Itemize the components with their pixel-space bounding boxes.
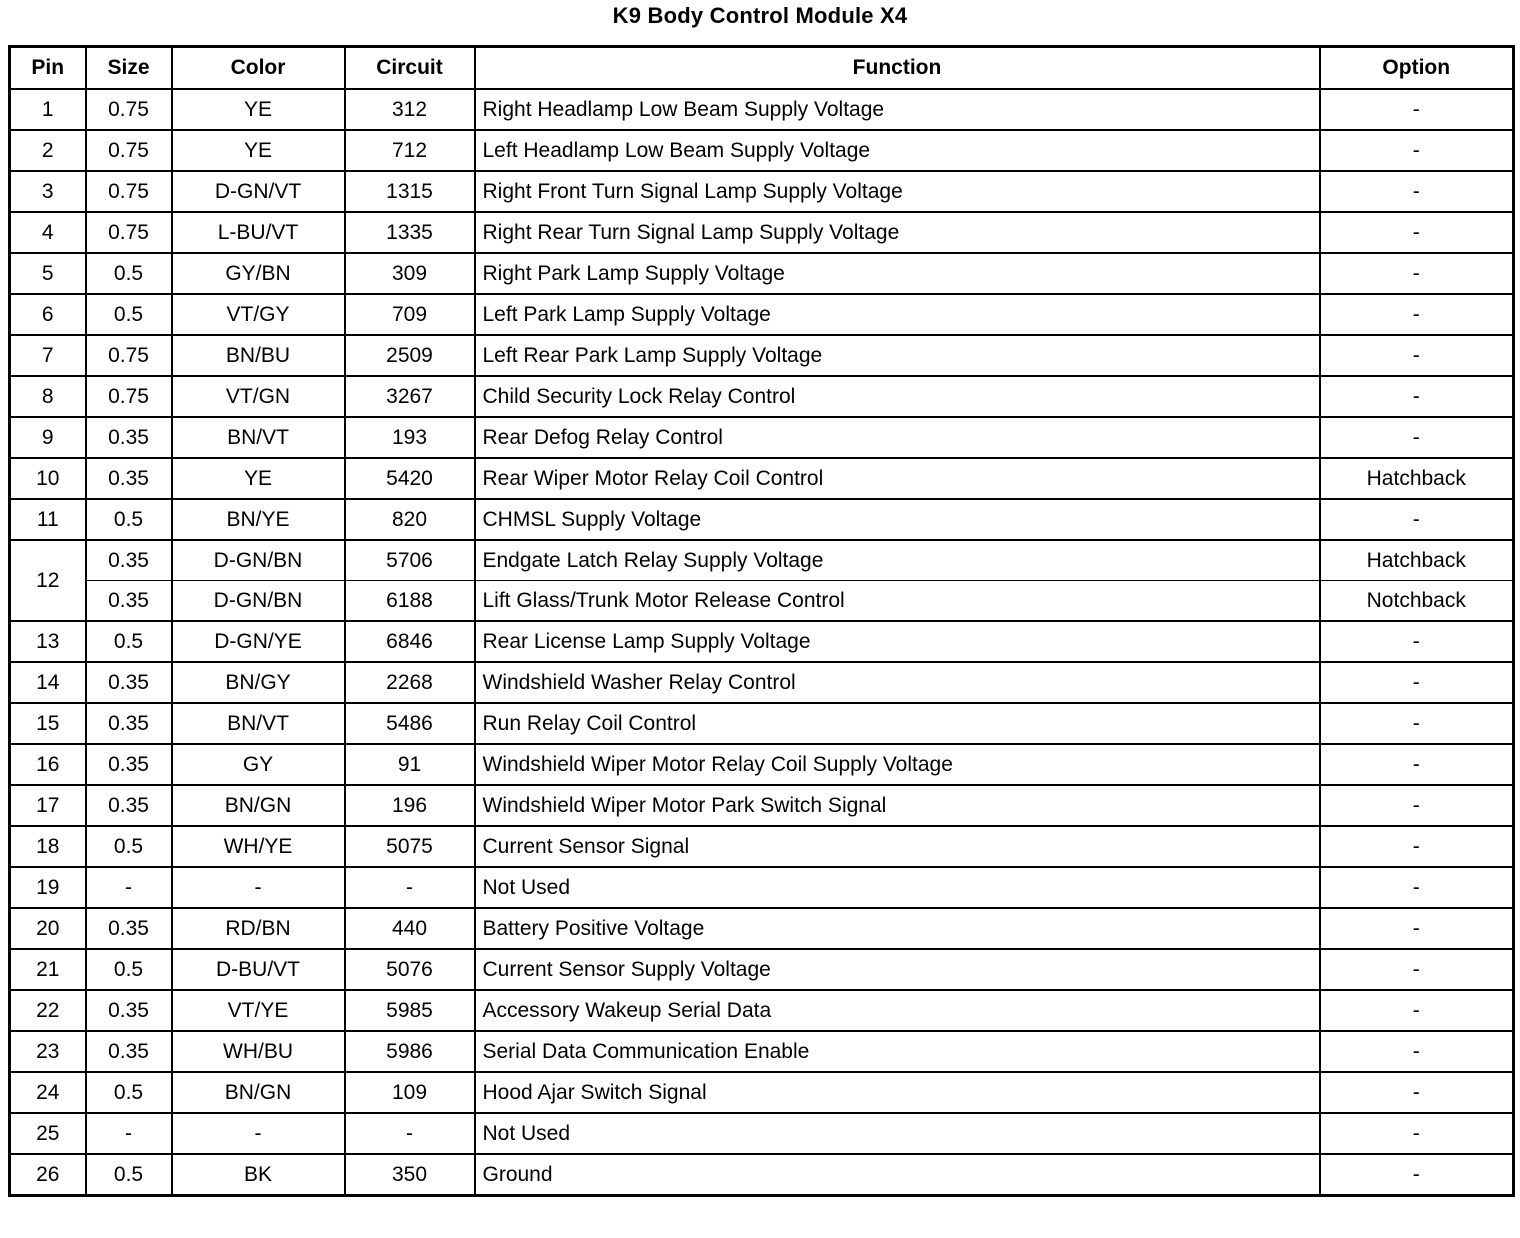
cell-option: -: [1320, 376, 1514, 417]
column-header-option: Option: [1320, 47, 1514, 90]
table-row: [10, 376, 1514, 417]
cell-color: WH/YE: [172, 826, 345, 867]
cell-option: Hatchback: [1320, 458, 1514, 499]
cell-function: Accessory Wakeup Serial Data: [475, 990, 1320, 1031]
column-header-pin: Pin: [10, 47, 86, 90]
cell-pin: 10: [10, 458, 86, 499]
cell-size: 0.5: [86, 949, 172, 990]
cell-color: BN/GN: [172, 785, 345, 826]
cell-pin: 9: [10, 417, 86, 458]
cell-color: D-GN/BN: [172, 540, 345, 581]
table-row: [10, 458, 1514, 499]
table-row: [10, 89, 1514, 130]
cell-color: VT/GN: [172, 376, 345, 417]
cell-color: GY/BN: [172, 253, 345, 294]
cell-color: D-GN/YE: [172, 621, 345, 662]
cell-pin: 8: [10, 376, 86, 417]
cell-size: 0.35: [86, 703, 172, 744]
cell-size: 0.5: [86, 621, 172, 662]
cell-option: -: [1320, 1072, 1514, 1113]
cell-color: VT/GY: [172, 294, 345, 335]
cell-pin: 20: [10, 908, 86, 949]
cell-circuit: 309: [345, 253, 475, 294]
table-row: [10, 1031, 1514, 1072]
cell-circuit: 312: [345, 89, 475, 130]
cell-pin: 1: [10, 89, 86, 130]
cell-pin: 2: [10, 130, 86, 171]
cell-circuit: 712: [345, 130, 475, 171]
cell-size: 0.75: [86, 376, 172, 417]
cell-circuit: 440: [345, 908, 475, 949]
cell-function: Left Headlamp Low Beam Supply Voltage: [475, 130, 1320, 171]
cell-function: Right Headlamp Low Beam Supply Voltage: [475, 89, 1320, 130]
cell-option: -: [1320, 294, 1514, 335]
cell-size: 0.5: [86, 499, 172, 540]
cell-circuit: 1335: [345, 212, 475, 253]
table-row: [10, 171, 1514, 212]
cell-option: Notchback: [1320, 581, 1514, 622]
cell-color: D-BU/VT: [172, 949, 345, 990]
cell-option: -: [1320, 621, 1514, 662]
cell-function: Not Used: [475, 1113, 1320, 1154]
cell-circuit: 2509: [345, 335, 475, 376]
column-header-function: Function: [475, 47, 1320, 90]
cell-circuit: 1315: [345, 171, 475, 212]
cell-function: Right Rear Turn Signal Lamp Supply Voltage: [475, 212, 1320, 253]
cell-option: -: [1320, 335, 1514, 376]
cell-option: -: [1320, 171, 1514, 212]
cell-pin: 4: [10, 212, 86, 253]
cell-circuit: 5420: [345, 458, 475, 499]
cell-option: -: [1320, 1113, 1514, 1154]
cell-size: 0.35: [86, 540, 172, 581]
table-row: [10, 785, 1514, 826]
cell-size: -: [86, 867, 172, 908]
cell-function: Battery Positive Voltage: [475, 908, 1320, 949]
cell-size: 0.5: [86, 1154, 172, 1196]
cell-option: -: [1320, 1154, 1514, 1196]
cell-function: Run Relay Coil Control: [475, 703, 1320, 744]
cell-function: Left Park Lamp Supply Voltage: [475, 294, 1320, 335]
table-row: [10, 581, 1514, 622]
cell-option: -: [1320, 212, 1514, 253]
cell-circuit: -: [345, 1113, 475, 1154]
pinout-table: [8, 45, 1515, 1197]
cell-color: GY: [172, 744, 345, 785]
cell-size: 0.35: [86, 908, 172, 949]
cell-function: Windshield Wiper Motor Park Switch Signal: [475, 785, 1320, 826]
table-row: [10, 335, 1514, 376]
cell-function: Hood Ajar Switch Signal: [475, 1072, 1320, 1113]
cell-option: -: [1320, 908, 1514, 949]
cell-option: -: [1320, 499, 1514, 540]
cell-pin: 11: [10, 499, 86, 540]
cell-color: YE: [172, 458, 345, 499]
cell-size: 0.5: [86, 294, 172, 335]
cell-option: -: [1320, 703, 1514, 744]
table-row: [10, 294, 1514, 335]
cell-color: YE: [172, 130, 345, 171]
cell-size: 0.35: [86, 581, 172, 622]
cell-color: RD/BN: [172, 908, 345, 949]
cell-pin: 24: [10, 1072, 86, 1113]
cell-option: -: [1320, 785, 1514, 826]
cell-function: Lift Glass/Trunk Motor Release Control: [475, 581, 1320, 622]
table-body: [10, 89, 1514, 1196]
cell-pin: 16: [10, 744, 86, 785]
cell-pin: 18: [10, 826, 86, 867]
page-title: K9 Body Control Module X4: [612, 3, 908, 28]
cell-color: VT/YE: [172, 990, 345, 1031]
table-row: [10, 540, 1514, 581]
cell-pin: 23: [10, 1031, 86, 1072]
cell-circuit: 5706: [345, 540, 475, 581]
cell-size: 0.35: [86, 744, 172, 785]
cell-size: 0.75: [86, 335, 172, 376]
cell-function: Windshield Wiper Motor Relay Coil Supply Voltage: [475, 744, 1320, 785]
table-row: [10, 212, 1514, 253]
cell-function: Current Sensor Supply Voltage: [475, 949, 1320, 990]
table-row: [10, 130, 1514, 171]
cell-circuit: 5985: [345, 990, 475, 1031]
cell-option: -: [1320, 253, 1514, 294]
cell-function: Rear Defog Relay Control: [475, 417, 1320, 458]
cell-pin: 22: [10, 990, 86, 1031]
cell-circuit: 193: [345, 417, 475, 458]
cell-function: Left Rear Park Lamp Supply Voltage: [475, 335, 1320, 376]
cell-size: 0.35: [86, 417, 172, 458]
cell-circuit: 5075: [345, 826, 475, 867]
column-header-size: Size: [86, 47, 172, 90]
cell-color: BN/GY: [172, 662, 345, 703]
table-row: [10, 662, 1514, 703]
cell-option: -: [1320, 867, 1514, 908]
table-row: [10, 1072, 1514, 1113]
cell-function: Endgate Latch Relay Supply Voltage: [475, 540, 1320, 581]
cell-circuit: 2268: [345, 662, 475, 703]
cell-color: WH/BU: [172, 1031, 345, 1072]
cell-function: Not Used: [475, 867, 1320, 908]
cell-option: -: [1320, 1031, 1514, 1072]
cell-circuit: 5076: [345, 949, 475, 990]
cell-size: -: [86, 1113, 172, 1154]
cell-pin: 15: [10, 703, 86, 744]
cell-color: BN/GN: [172, 1072, 345, 1113]
cell-color: YE: [172, 89, 345, 130]
cell-size: 0.5: [86, 253, 172, 294]
cell-color: -: [172, 867, 345, 908]
cell-option: -: [1320, 826, 1514, 867]
table-row: [10, 867, 1514, 908]
cell-circuit: 196: [345, 785, 475, 826]
table-row: [10, 703, 1514, 744]
table-row: [10, 621, 1514, 662]
cell-function: Current Sensor Signal: [475, 826, 1320, 867]
cell-circuit: 350: [345, 1154, 475, 1196]
cell-option: Hatchback: [1320, 540, 1514, 581]
cell-color: L-BU/VT: [172, 212, 345, 253]
cell-function: Ground: [475, 1154, 1320, 1196]
table-row: [10, 744, 1514, 785]
cell-size: 0.5: [86, 826, 172, 867]
cell-color: BN/VT: [172, 703, 345, 744]
table-row: [10, 949, 1514, 990]
cell-pin: 3: [10, 171, 86, 212]
cell-color: BN/VT: [172, 417, 345, 458]
cell-color: BN/YE: [172, 499, 345, 540]
cell-size: 0.35: [86, 662, 172, 703]
table-row: [10, 1154, 1514, 1196]
cell-size: 0.35: [86, 1031, 172, 1072]
header-row: [10, 47, 1514, 90]
cell-circuit: 109: [345, 1072, 475, 1113]
column-header-color: Color: [172, 47, 345, 90]
cell-option: -: [1320, 990, 1514, 1031]
cell-color: BK: [172, 1154, 345, 1196]
cell-function: Rear Wiper Motor Relay Coil Control: [475, 458, 1320, 499]
cell-pin: 7: [10, 335, 86, 376]
cell-pin: 19: [10, 867, 86, 908]
cell-function: Child Security Lock Relay Control: [475, 376, 1320, 417]
column-header-circuit: Circuit: [345, 47, 475, 90]
cell-pin: 12: [10, 540, 86, 621]
cell-function: Windshield Washer Relay Control: [475, 662, 1320, 703]
cell-circuit: 6846: [345, 621, 475, 662]
cell-pin: 26: [10, 1154, 86, 1196]
cell-color: D-GN/VT: [172, 171, 345, 212]
cell-circuit: -: [345, 867, 475, 908]
cell-circuit: 709: [345, 294, 475, 335]
cell-function: Right Front Turn Signal Lamp Supply Voltage: [475, 171, 1320, 212]
cell-color: -: [172, 1113, 345, 1154]
cell-color: BN/BU: [172, 335, 345, 376]
table-row: [10, 253, 1514, 294]
cell-pin: 13: [10, 621, 86, 662]
cell-size: 0.75: [86, 130, 172, 171]
cell-size: 0.35: [86, 990, 172, 1031]
cell-size: 0.35: [86, 785, 172, 826]
table-row: [10, 990, 1514, 1031]
cell-color: D-GN/BN: [172, 581, 345, 622]
cell-size: 0.75: [86, 89, 172, 130]
cell-option: -: [1320, 417, 1514, 458]
cell-pin: 14: [10, 662, 86, 703]
cell-pin: 6: [10, 294, 86, 335]
cell-size: 0.5: [86, 1072, 172, 1113]
cell-pin: 21: [10, 949, 86, 990]
cell-size: 0.35: [86, 458, 172, 499]
cell-circuit: 6188: [345, 581, 475, 622]
cell-option: -: [1320, 89, 1514, 130]
cell-size: 0.75: [86, 171, 172, 212]
cell-option: -: [1320, 662, 1514, 703]
cell-option: -: [1320, 744, 1514, 785]
cell-pin: 5: [10, 253, 86, 294]
cell-size: 0.75: [86, 212, 172, 253]
cell-pin: 17: [10, 785, 86, 826]
table-row: [10, 908, 1514, 949]
table-row: [10, 499, 1514, 540]
cell-option: -: [1320, 130, 1514, 171]
cell-circuit: 5986: [345, 1031, 475, 1072]
cell-function: CHMSL Supply Voltage: [475, 499, 1320, 540]
cell-circuit: 820: [345, 499, 475, 540]
cell-circuit: 5486: [345, 703, 475, 744]
cell-function: Right Park Lamp Supply Voltage: [475, 253, 1320, 294]
table-row: [10, 826, 1514, 867]
cell-function: Rear License Lamp Supply Voltage: [475, 621, 1320, 662]
cell-function: Serial Data Communication Enable: [475, 1031, 1320, 1072]
cell-pin: 25: [10, 1113, 86, 1154]
table-row: [10, 417, 1514, 458]
cell-circuit: 91: [345, 744, 475, 785]
table-row: [10, 1113, 1514, 1154]
cell-option: -: [1320, 949, 1514, 990]
cell-circuit: 3267: [345, 376, 475, 417]
